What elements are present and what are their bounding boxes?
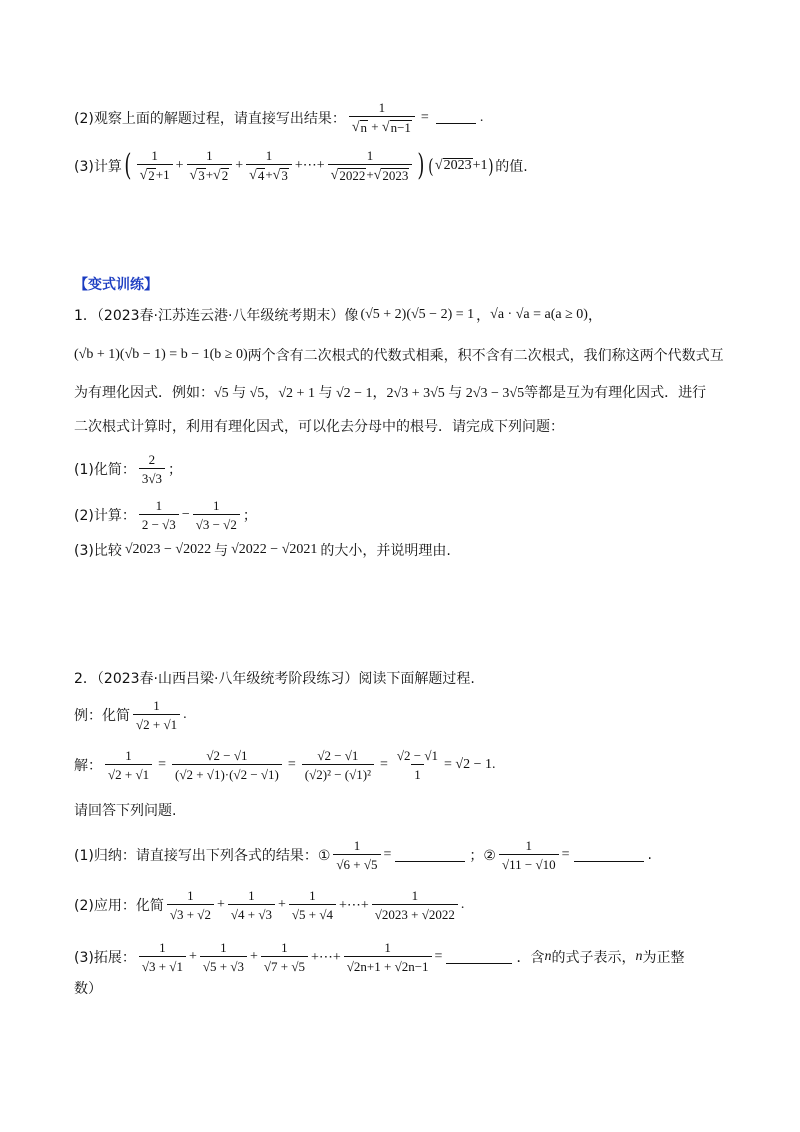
answer-blank-2[interactable]: [574, 849, 644, 862]
ex2-q1: (1)归纳：请直接写出下列各式的结果：① $\frac{1}{√6 + √5}$ = ；② $\frac{1}{√11 - √10}$ = .: [74, 838, 652, 872]
ex1-q3: (3)比较 √2023 − √2022 与 √2022 − √2021 的大小，并说明理由.: [74, 542, 451, 559]
ex2-example: 例：化简 $\frac{1}{√2 + √1}$ .: [74, 698, 187, 732]
ex2-q3-wrap: 数）: [74, 981, 102, 997]
ex2-q3: (3)拓展： $\frac{1}{√3 + √1}$ + $\frac{1}{√5 + √3}$ + $\frac{1}{√7 + √5}$ +⋯+ $\frac{1}{√2n+1 + √2n-1}$ = ．含 n 的式子表示， n 为正整: [74, 940, 685, 974]
q2-fraction: 1 √ n + √ n−1: [349, 100, 415, 135]
ex2-ask: 请回答下列问题.: [74, 803, 177, 819]
section-title: 【变式训练】: [74, 277, 158, 293]
ex1-line4: 二次根式计算时，利用有理化因式，可以化去分母中的根号．请完成下列问题：: [74, 419, 564, 435]
ex2-lead: 2．（2023春·山西吕梁·八年级统考阶段练习）阅读下面解题过程.: [74, 671, 475, 687]
answer-blank-3[interactable]: [446, 951, 512, 964]
ex1-line2: (√b + 1)(√b − 1) = b − 1(b ≥ 0) 两个含有二次根式的代数式相乘，积不含有二次根式，我们称这两个代数式互: [74, 347, 724, 364]
q2-observe: (2)观察上面的解题过程，请直接写出结果： 1 √ n + √ n−1 = .: [74, 100, 484, 135]
ex2-q2: (2)应用：化简 $\frac{1}{√3 + √2}$ + $\frac{1}{√4 + √3}$ + $\frac{1}{√5 + √4}$ +⋯+ $\frac{1}{√2023 + √2022}$ .: [74, 888, 465, 922]
answer-blank-1[interactable]: [395, 849, 465, 862]
ex1-line1: 1．（2023春·江苏连云港·八年级统考期末）像 (√5 + 2)(√5 − 2) = 1 ， √a · √a = a(a ≥ 0) ，: [74, 307, 602, 324]
ex1-q2: (2)计算： $\frac{1}{2 - √3}$ − $\frac{1}{√3 - √2}$ ；: [74, 498, 257, 532]
q3-compute: (3)计算 ( 1 √ 2 +1 + 1 √ 3 + √ 2 + 1 √ 4 + √ 3 +⋯+ 1 √ 2022 + √ 2023 ) ( √ 2023 +1 ) 的值.: [74, 147, 528, 183]
ex2-solution: 解： $\frac{1}{√2 + √1}$ = $\frac{√2 - √1}{(√2 + √1)\cdot(√2 - √1)}$ = $\frac{√2 - √1}{\text{(√2)² − (√1)²}}$ = $\frac{√2 - √1}{1}$ = √2 − 1 .: [74, 748, 496, 782]
answer-blank[interactable]: [436, 111, 476, 124]
q2-label: (2)观察上面的解题过程，请直接写出结果：: [74, 110, 346, 127]
ex1-q1: (1)化简： $\frac{2}{3√3}$ ；: [74, 452, 182, 486]
q3-label: (3)计算: [74, 158, 122, 175]
ex1-line3: 为有理化因式．例如： √5 与 √5 ， √2 + 1 与 √2 − 1 ， 2√3 + 3√5 与 2√3 − 3√5 等都是互为有理化因式．进行: [74, 385, 707, 401]
